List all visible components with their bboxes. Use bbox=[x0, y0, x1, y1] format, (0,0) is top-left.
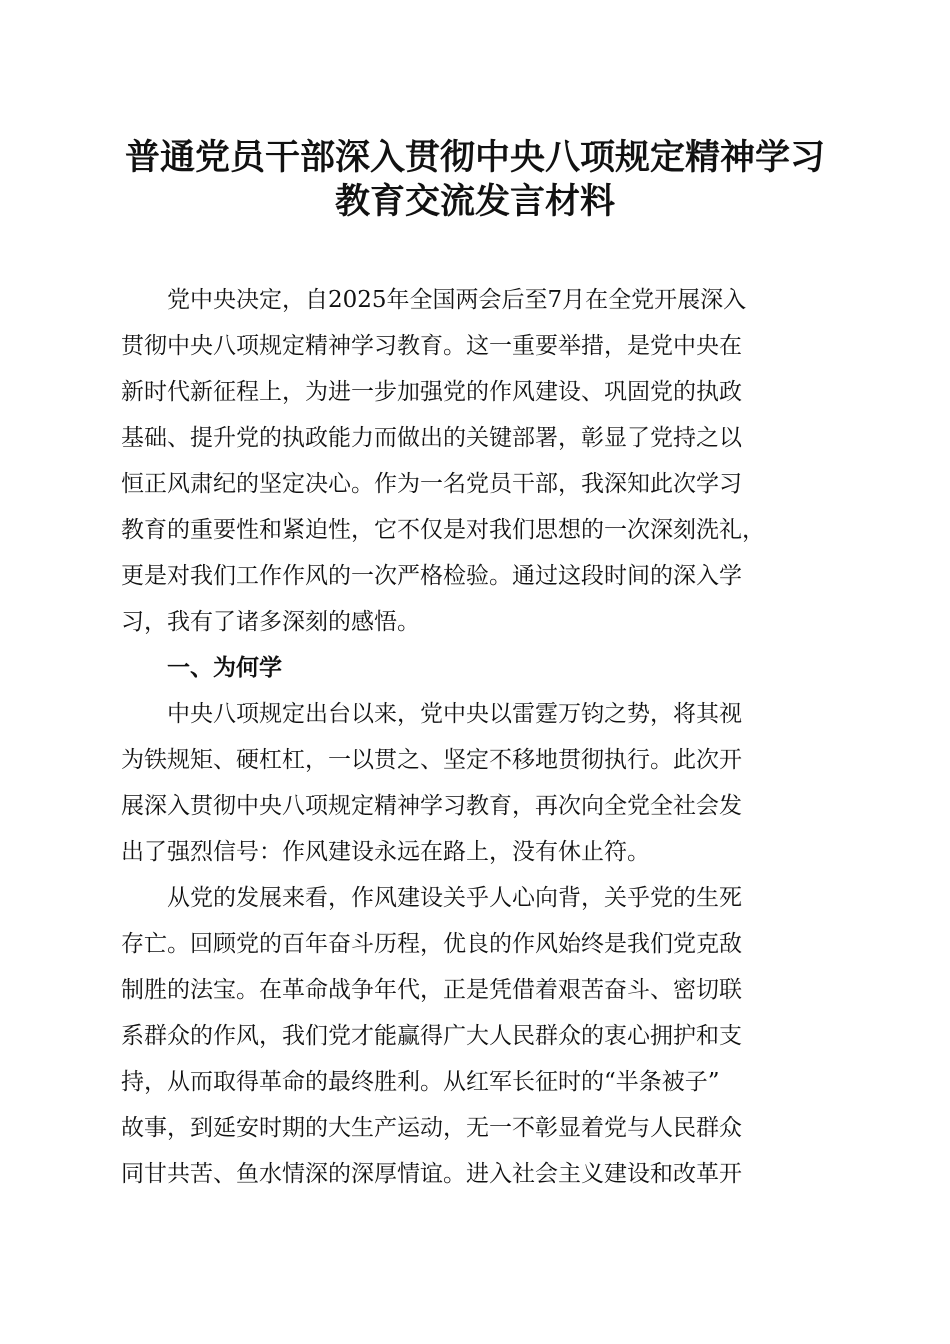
text-line: 制胜的法宝。在革命战争年代，正是凭借着艰苦奋斗、密切联 bbox=[121, 977, 742, 1003]
text-line: 出了强烈信号：作风建设永远在路上，没有休止符。 bbox=[121, 839, 650, 865]
paragraph-section1-b bbox=[121, 875, 831, 1197]
document-body bbox=[121, 277, 831, 1197]
section-heading-text: 一、为何学 bbox=[167, 655, 282, 681]
text-line: 中央八项规定出台以来，党中央以雷霆万钧之势，将其视 bbox=[167, 701, 742, 727]
paragraph-intro bbox=[121, 277, 831, 645]
text-line: 更是对我们工作作风的一次严格检验。通过这段时间的深入学 bbox=[121, 563, 742, 589]
text-line: 展深入贯彻中央八项规定精神学习教育，再次向全党全社会发 bbox=[121, 793, 742, 819]
text-line: 习，我有了诸多深刻的感悟。 bbox=[121, 609, 420, 635]
text-line: 基础、提升党的执政能力而做出的关键部署，彰显了党持之以 bbox=[121, 425, 742, 451]
text-line: 从党的发展来看，作风建设关乎人心向背，关乎党的生死 bbox=[167, 885, 742, 911]
text-line: 持，从而取得革命的最终胜利。从红军长征时的“半条被子” bbox=[121, 1069, 720, 1095]
text-line: 新时代新征程上，为进一步加强党的作风建设、巩固党的执政 bbox=[121, 379, 742, 405]
text-line: 存亡。回顾党的百年奋斗历程，优良的作风始终是我们党克敌 bbox=[121, 931, 742, 957]
paragraph-section1-a bbox=[121, 691, 831, 875]
section-heading bbox=[121, 645, 831, 691]
text-line: 恒正风肃纪的坚定决心。作为一名党员干部，我深知此次学习 bbox=[121, 471, 742, 497]
text-line: 同甘共苦、鱼水情深的深厚情谊。进入社会主义建设和改革开 bbox=[121, 1161, 742, 1187]
text-line: 贯彻中央八项规定精神学习教育。这一重要举措，是党中央在 bbox=[121, 333, 742, 359]
text-line: 系群众的作风，我们党才能赢得广大人民群众的衷心拥护和支 bbox=[121, 1023, 742, 1049]
document-title-line-1: 普通党员干部深入贯彻中央八项规定精神学习 bbox=[124, 137, 825, 178]
text-line: 故事，到延安时期的大生产运动，无一不彰显着党与人民群众 bbox=[121, 1115, 742, 1141]
text-line: 为铁规矩、硬杠杠，一以贯之、坚定不移地贯彻执行。此次开 bbox=[121, 747, 742, 773]
text-line: 教育的重要性和紧迫性，它不仅是对我们思想的一次深刻洗礼， bbox=[121, 517, 765, 543]
text-line: 党中央决定，自2025年全国两会后至7月在全党开展深入 bbox=[167, 287, 747, 313]
document-title-line-2: 教育交流发言材料 bbox=[334, 181, 615, 222]
